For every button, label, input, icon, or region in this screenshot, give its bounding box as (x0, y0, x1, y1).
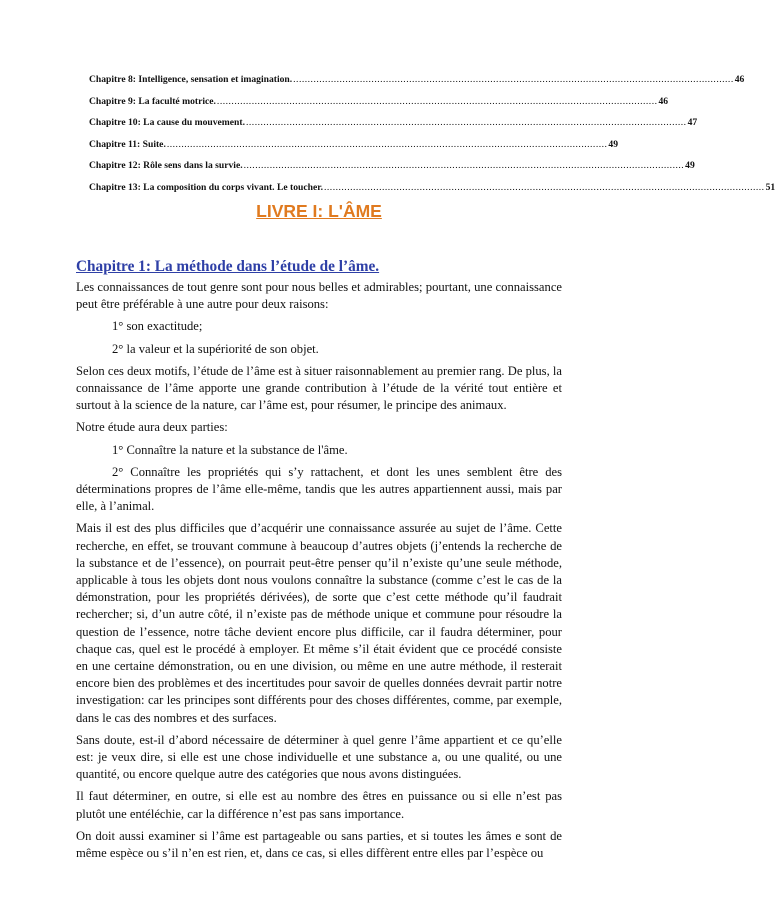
list-item: 1° son exactitude; (112, 319, 203, 334)
toc-leader-dots: ........................................................................................................................................................ (216, 95, 658, 107)
toc-entry-title: Chapitre 8: Intelligence, sensation et imagination. (89, 74, 293, 85)
toc-entry-title: Chapitre 10: La cause du mouvement. (89, 117, 245, 129)
toc-entry[interactable] (89, 74, 745, 96)
paragraph: Sans doute, est-il d’abord nécessaire de déterminer à quel genre l’âme appartient et ce qu’elle est: je veux dire, si elle est une chose individuelle et une substance a, ou une qualité, ou une quantité, ou encore quelque autre des catégories que nous avons distinguées. (76, 732, 562, 782)
paragraph: On doit aussi examiner si l’âme est partageable ou sans parties, et si toutes les âmes e sont de même espèce ou s’il n’en est rien, et, dans ce cas, si elles diffèrent entre elles par l’espèce ou (76, 828, 562, 861)
list-item: 1° Connaître la nature et la substance de l'âme. (112, 442, 348, 457)
list-item: 2° la valeur et la supériorité de son objet. (112, 341, 319, 356)
book-title: LIVRE I: L'ÂME (256, 201, 382, 221)
toc-leader-dots: ........................................................................................................................................................ (293, 74, 734, 85)
toc-entry-page: 47 (687, 117, 698, 129)
toc-entry-page: 51 (765, 181, 775, 193)
toc-entry-title: Chapitre 12: Rôle sens dans la survie. (89, 160, 243, 172)
toc-entry-page: 46 (658, 95, 669, 107)
paragraph: Notre étude aura deux parties: (76, 420, 228, 435)
paragraph: Mais il est des plus difficiles que d’acquérir une connaissance assurée au sujet de l’âme. Cette recherche, en effet, se trouvant commune à beaucoup d’autres objets (j’entends la recherche de la substance et de l’essence), on pourrait peut-être penser qu’il n’existe qu’une seule méthode, applicable à tous les objets dont nous voulons connaître la substance (comme c’est le cas de la démonstration, pour les propriétés dérivées), de sorte que c’est cette méthode qu’il faudrait rechercher; si, d’un autre côté, il n’existe pas de méthode unique et commune pour résoudre la question de l’essence, notre tâche devient encore plus difficile, car il faudra déterminer, pour chaque cas, quel est le procédé à employer. Et même s’il était évident que ce procédé consiste en une certaine démonstration, ou en une division, ou même en une autre méthode, il resterait encore bien des problèmes et des incertitudes pour savoir de quelles données devrait partir notre investigation: car les principes sont différents pour des choses différentes, comme, par exemple, dans le cas des nombres et des surfaces. (76, 521, 562, 725)
toc-entry[interactable] (89, 95, 669, 118)
toc-entry[interactable] (89, 117, 698, 139)
toc-leader-dots: ........................................................................................................................................................ (243, 160, 685, 172)
paragraph: Selon ces deux motifs, l’étude de l’âme est à situer raisonnablement au premier rang. De plus, la connaissance de l’âme apporte une grande contribution à l’étude de la vérité tout entière et surtout à la science de la nature, car l’âme est, pour résumer, le principe des animaux. (76, 363, 562, 413)
list-item: 2° Connaître les propriétés qui s’y rattachent, et dont les unes semblent être des déterminations propres de l’âme elle-même, tandis que les autres appartiennent aussi, mais par elle, à l’animal. (76, 464, 562, 514)
toc-entry-page: 46 (734, 74, 745, 85)
paragraph: Les connaissances de tout genre sont pour nous belles et admirables; pourtant, une connaissance peut être préférable à une autre pour deux raisons: (76, 280, 562, 312)
toc-entry-title: Chapitre 9: La faculté motrice. (89, 95, 216, 107)
toc-leader-dots: ........................................................................................................................................................ (246, 117, 687, 129)
body-text (76, 279, 562, 867)
toc-leader-dots: ........................................................................................................................................................ (166, 138, 608, 150)
toc-entry-title: Chapitre 11: Suite. (89, 138, 166, 150)
toc-entry-title: Chapitre 13: La composition du corps vivant. Le toucher. (89, 181, 323, 193)
toc-entry-page: 49 (608, 138, 618, 150)
table-of-contents (89, 74, 775, 204)
toc-entry[interactable] (89, 160, 695, 182)
toc-entry[interactable] (89, 138, 618, 161)
toc-leader-dots: ........................................................................................................................................................ (324, 181, 765, 193)
toc-entry-page: 49 (685, 160, 695, 172)
paragraph: Il faut déterminer, en outre, si elle est au nombre des êtres en puissance ou si elle n’est pas plutôt une entéléchie, car la différence n’est pas sans importance. (76, 789, 562, 821)
chapter-heading: Chapitre 1: La méthode dans l’étude de l’âme. (76, 258, 380, 275)
